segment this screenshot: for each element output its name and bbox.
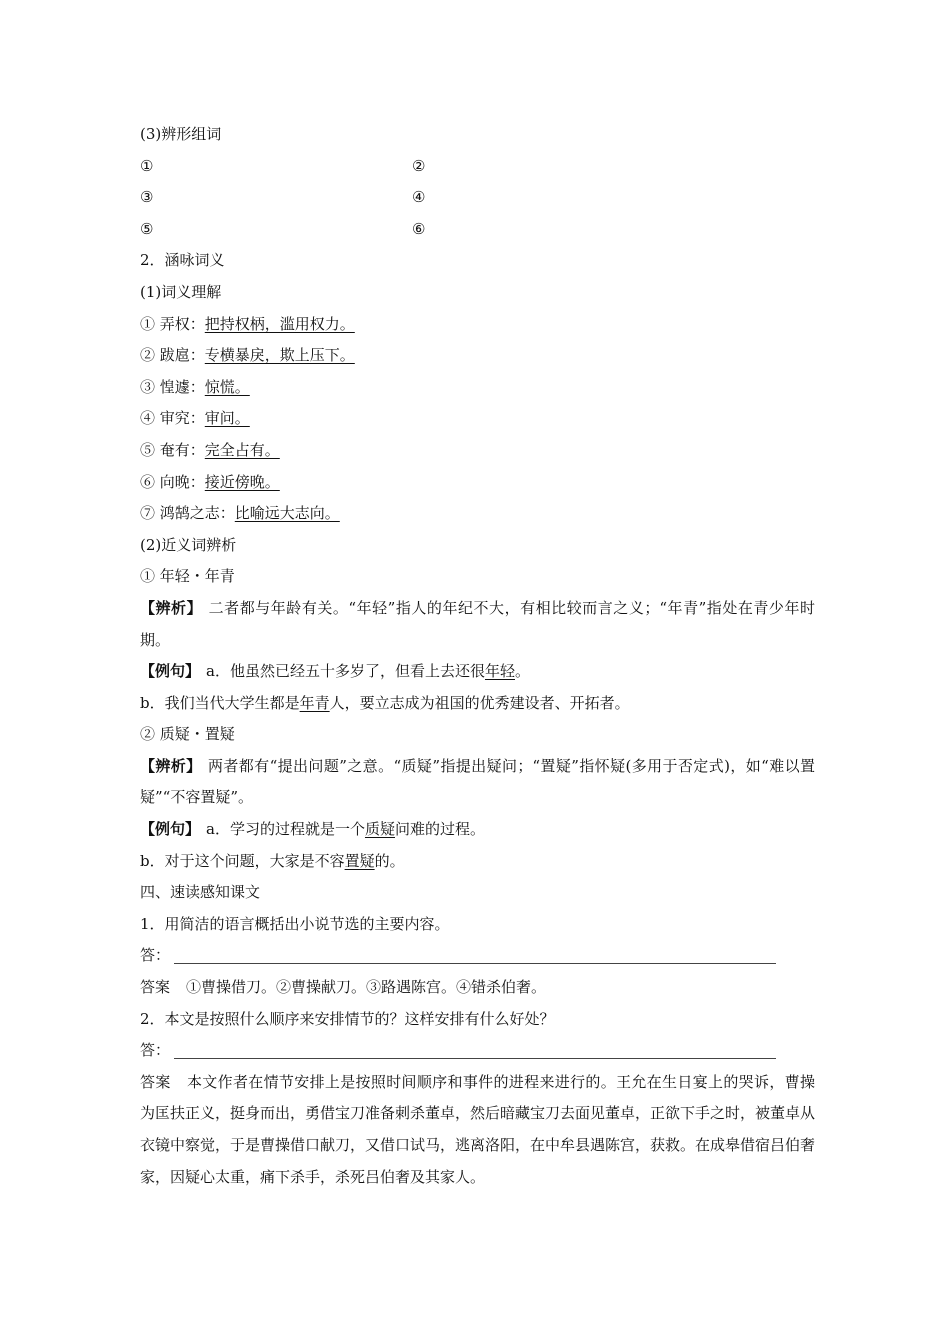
answer-prompt: 答： [140,1041,171,1060]
synonym-analysis [140,593,815,656]
example-label: 【例句】 [140,820,201,839]
term-label: ⑥ 向晚： [140,472,205,491]
term-item [140,435,815,467]
section-heading-form-discrimination: (3)辨形组词 [140,125,222,143]
example-sentence-b [140,688,815,720]
analysis-text: 两者都有“提出问题”之意。“质疑”指提出疑问；“置疑”指怀疑(多用于否定式)，如“难以置疑”“不容置疑”。 [140,756,815,807]
document-page [140,119,815,1193]
example-keyword: 质疑 [364,820,395,839]
example-label: 【例句】 [140,662,201,681]
term-label: ④ 审究： [140,409,205,428]
analysis-label: 【辨析】 [140,598,203,617]
example-text: 问难的过程。 [394,820,485,839]
question-1: 1．用简洁的语言概括出小说节选的主要内容。 [140,914,450,933]
term-label: ⑦ 鸿鹄之志： [140,504,235,523]
section-heading-quick-reading: 四、速读感知课文 [140,883,261,902]
example-text: b．对于这个问题，大家是不容 [140,851,345,870]
answer-line-2 [140,1035,815,1067]
blank-row-3 [140,214,815,246]
answer-text: 本文作者在情节安排上是按照时间顺序和事件的进程来进行的。王允在生日宴上的哭诉，曹操为匡扶正义，挺身而出，勇借宝刀准备刺杀董卓，然后暗藏宝刀去面见董卓，正欲下手之时，被董卓从衣镜中察觉，于是曹操借口献刀，又借口试马，逃离洛阳，在中牟县遇陈宫，获救。在成皋借宿吕伯奢家，因疑心太重，痛下杀手，杀死吕伯奢及其家人。 [140,1072,816,1186]
example-keyword: 置疑 [344,851,375,870]
term-item [140,467,815,499]
example-text: a．他虽然已经五十多岁了，但看上去还很 [206,662,485,681]
term-definition: 完全占有。 [204,440,280,459]
term-definition: 比喻远大志向。 [234,504,340,523]
example-text: a．学习的过程就是一个 [206,820,365,839]
example-sentence-a [140,656,815,688]
term-definition: 接近傍晚。 [204,472,280,491]
blank-marker-1: ① [140,156,154,175]
term-definition: 审问。 [204,409,250,428]
answer-blank [174,1040,776,1059]
section-heading-word-meaning: 2．涵咏词义 [140,251,225,270]
term-definition: 惊慌。 [204,377,250,396]
subheading-synonym-analysis: (2)近义词辨析 [140,535,237,554]
synonym-pair-title: ① 年轻・年青 [140,567,235,586]
question-2: 2．本文是按照什么顺序来安排情节的？这样安排有什么好处？ [140,1009,555,1028]
synonym-pair-title: ② 质疑・置疑 [140,725,235,744]
term-item [140,403,815,435]
answer-2 [140,1067,815,1193]
answer-text: ①曹操借刀。②曹操献刀。③路遇陈宫。④错杀伯奢。 [186,978,547,997]
blank-marker-2: ② [412,156,426,175]
answer-blank [174,945,776,964]
term-label: ③ 惶遽： [140,377,205,396]
term-item [140,340,815,372]
blank-row-2 [140,182,815,214]
example-text: 人，要立志成为祖国的优秀建设者、开拓者。 [329,693,630,712]
example-text: 。 [514,662,530,681]
example-keyword: 年青 [299,693,330,712]
answer-line-1 [140,940,815,972]
answer-label: 答案 [140,1072,171,1091]
blank-marker-3: ③ [140,188,154,207]
term-item [140,498,815,530]
example-sentence-b [140,846,815,878]
answer-1 [140,972,815,1004]
answer-label: 答案 [140,978,171,997]
blank-row-1 [140,151,815,183]
example-keyword: 年轻 [484,662,515,681]
analysis-text: 二者都与年龄有关。“年轻”指人的年纪不大，有相比较而言之义；“年青”指处在青少年时期。 [140,598,815,649]
term-label: ① 弄权： [140,314,205,333]
example-sentence-a [140,814,815,846]
analysis-label: 【辨析】 [140,756,202,775]
term-label: ② 跋扈： [140,346,205,365]
blank-marker-6: ⑥ [412,219,426,238]
term-item [140,372,815,404]
answer-prompt: 答： [140,946,171,965]
synonym-analysis [140,751,815,814]
term-item [140,309,815,341]
term-label: ⑤ 奄有： [140,440,205,459]
term-definition: 专横暴戾，欺上压下。 [204,346,355,365]
example-text: 的。 [374,851,405,870]
subheading-word-understanding: (1)词义理解 [140,282,222,301]
example-text: b．我们当代大学生都是 [140,693,300,712]
blank-marker-4: ④ [412,188,426,207]
blank-marker-5: ⑤ [140,219,154,238]
term-definition: 把持权柄，滥用权力。 [204,314,355,333]
